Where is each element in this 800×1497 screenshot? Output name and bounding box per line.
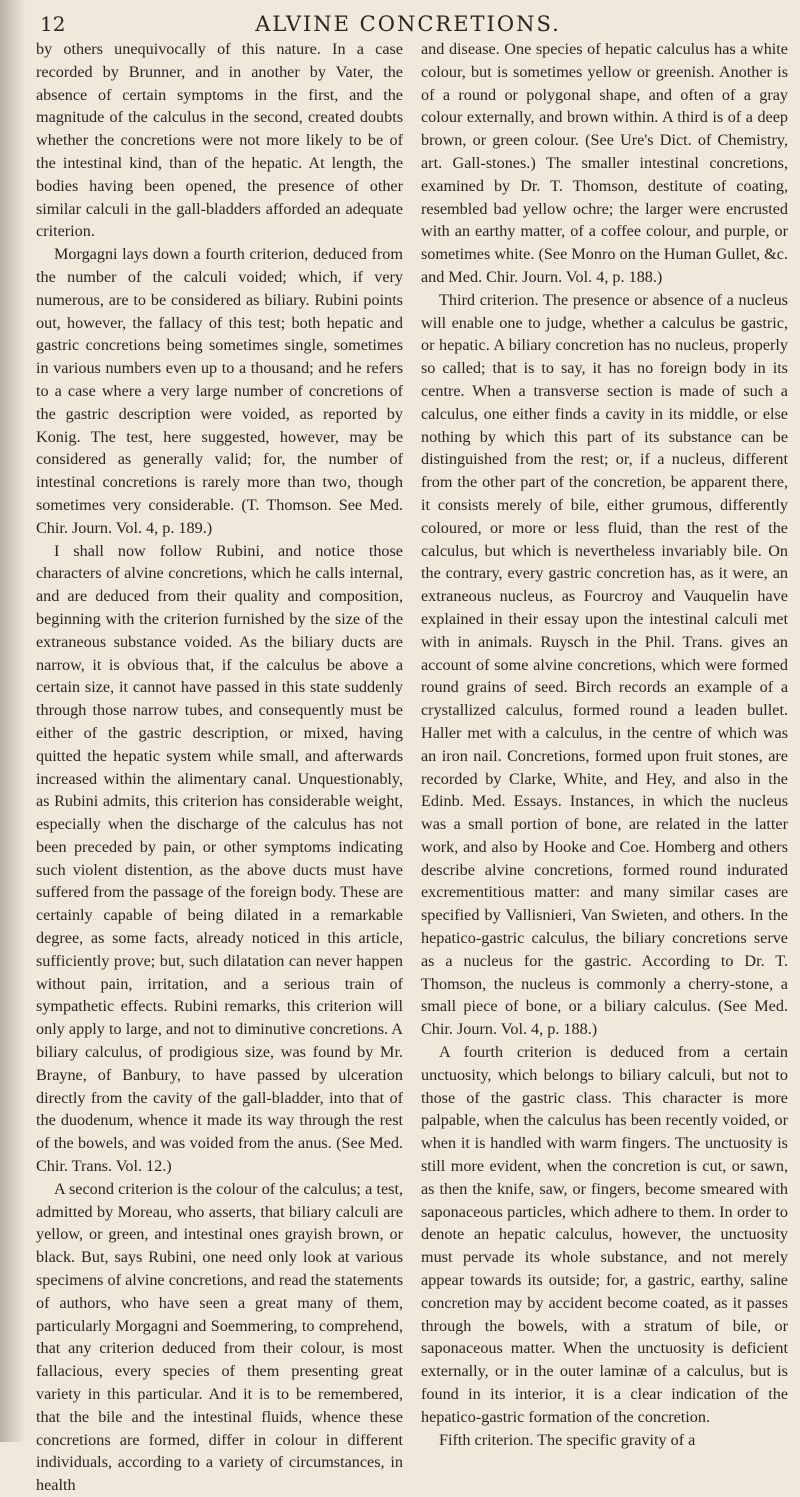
running-title: ALVINE CONCRETIONS. — [255, 12, 561, 36]
right-column — [421, 38, 788, 1449]
paragraph: Third criterion. The presence or absence of a nucleus will enable one to judge, whether a calculus be gastric, or hepatic. A biliary concretion has no nucleus, properly so called; that is to say, it has no foreign body in its centre. When a transverse section is made of such a calculus, one either finds a cavity in its middle, or else nothing by which this part of its substance can be distinguished from the rest; or, if a nucleus, different from the other part of the concretion, be apparent there, it consists merely of bile, either grumous, differently coloured, or more or less fluid, than the rest of the calculus, but which is nevertheless invariably bile. On the contrary, every gastric concretion has, as it were, an extraneous nucleus, as Fourcroy and Vauquelin have explained in their essay upon the intestinal calculi met with in animals. Ruysch in the Phil. Trans. gives an account of some alvine concretions, which were formed round grains of seed. Birch records an example of a crystallized calculus, formed round a leaden bullet. Haller met with a calculus, in the centre of which was an iron nail. Concretions, formed upon fruit stones, are recorded by Clarke, White, and Hey, and also in the Edinb. Med. Essays. Instances, in which the nucleus was a small portion of bone, are related in the latter work, and also by Hooke and Coe. Homberg and others describe alvine concretions, formed round indurated excrementitious matter: and many similar cases are specified by Vallisnieri, Van Swieten, and others. In the hepatico-gastric calculus, the biliary concretions serve as a nucleus for the gastric. According to Dr. T. Thomson, the nucleus is commonly a cherry-stone, a small piece of bone, or a biliary calculus. (See Med. Chir. Journ. Vol. 4, p. 188.) — [421, 290, 788, 1039]
text-columns — [36, 38, 788, 1495]
paragraph: Morgagni lays down a fourth criterion, deduced from the number of the calculi voided; which, if very numerous, are to be considered as biliary. Rubini points out, however, the fallacy of this test; both hepatic and gastric concretions being sometimes single, sometimes in various numbers even up to a thousand; and he refers to a case where a very large number of concretions of the gastric description were voided, as reported by Konig. The test, here suggested, however, may be considered as generally valid; for, the number of intestinal concretions is rarely more than two, though sometimes very considerable. (T. Thomson. See Med. Chir. Journ. Vol. 4, p. 189.) — [36, 245, 403, 537]
paragraph: Fifth criterion. The specific gravity of a — [439, 1430, 696, 1449]
paragraph: by others unequivocally of this nature. In a case recorded by Brunner, and in another by Vater, the absence of certain symptoms in the first, and the magnitude of the calculus in the second, created doubts whether the concretions were not more likely to be of the intestinal kind, than of the hepatic. At length, the bodies having been opened, the presence of other similar calculi in the gall-bladders afforded an adequate criterion. — [36, 40, 403, 241]
paragraph: A second criterion is the colour of the calculus; a test, admitted by Moreau, who asserts, that biliary calculi are yellow, or green, and intestinal ones grayish brown, or black. But, says Rubini, one need only look at various specimens of alvine concretions, and read the statements of authors, who have seen a great many of them, particularly Morgagni and Soemmering, to comprehend, that any criterion deduced from their colour, is most fallacious, every species of them presenting great variety in this particular. And it is to be remembered, that the bile and the intestinal fluids, whence these concretions are formed, differ in colour in different individuals, according to a variety of circumstances, in health — [36, 1179, 403, 1495]
page-spine-shadow — [0, 0, 26, 1442]
paragraph: A fourth criterion is deduced from a certain unctuosity, which belongs to biliary calculi, but not to those of the gastric class. This character is more palpable, when the calculus has been recently voided, or when it is handled with warm fingers. The unctuosity is still more evident, when the concretion is cut, or sawn, as then the knife, saw, or fingers, become smeared with saponaceous particles, which adhere to them. In order to denote an hepatic calculus, however, the unctuosity must pervade its whole substance, and not merely appear towards its outside; for, a gastric, earthy, saline concretion may by accident become coated, as it passes through the bowels, with a stratum of bile, or saponaceous matter. When the unctuosity is deficient externally, or in the outer laminæ of a calculus, but is found in its interior, it is a clear indication of the hepatico-gastric formation of the concretion. — [421, 1043, 788, 1426]
left-column — [36, 38, 403, 1495]
paragraph: I shall now follow Rubini, and notice those characters of alvine concretions, which he calls internal, and are deduced from their quality and composition, beginning with the criterion furnished by the size of the extraneous substance voided. As the biliary ducts are narrow, it is obvious that, if the calculus be above a certain size, it cannot have passed in this state suddenly through those narrow tubes, and consequently must be either of the gastric description, or mixed, having quitted the hepatic system while small, and afterwards increased within the alimentary canal. Unquestionably, as Rubini admits, this criterion has considerable weight, especially when the discharge of the calculus has not been preceded by pain, or other symptoms indicating such violent distention, as the above ducts must have suffered from the passage of the foreign body. These are certainly capable of being dilated in a remarkable degree, as some facts, already noticed in this article, sufficiently prove; but, such dilatation can never happen without pain, irritation, and a serious train of sympathetic effects. Rubini remarks, this criterion will only apply to large, and not to diminutive concretions. A biliary calculus, of prodigious size, was found by Mr. Brayne, of Banbury, to have passed by ulceration directly from the cavity of the gall-bladder, into that of the duodenum, whence it made its way through the rest of the bowels, and was voided from the anus. (See Med. Chir. Trans. Vol. 12.) — [36, 541, 403, 1176]
paragraph: and disease. One species of hepatic calculus has a white colour, but is sometimes yellow or greenish. Another is of a round or polygonal shape, and often of a gray colour externally, and brown within. A third is of a deep brown, or green colour. (See Ure's Dict. of Chemistry, art. Gall-stones.) The smaller intestinal concretions, examined by Dr. T. Thomson, destitute of coating, resembled bad yellow ochre; the larger were encrusted with an earthy matter, of a coffee colour, and purple, or sometimes white. (See Monro on the Human Gullet, &c. and Med. Chir. Journ. Vol. 4, p. 188.) — [421, 40, 788, 286]
page-number: 12 — [40, 12, 66, 36]
page-header — [34, 10, 782, 40]
